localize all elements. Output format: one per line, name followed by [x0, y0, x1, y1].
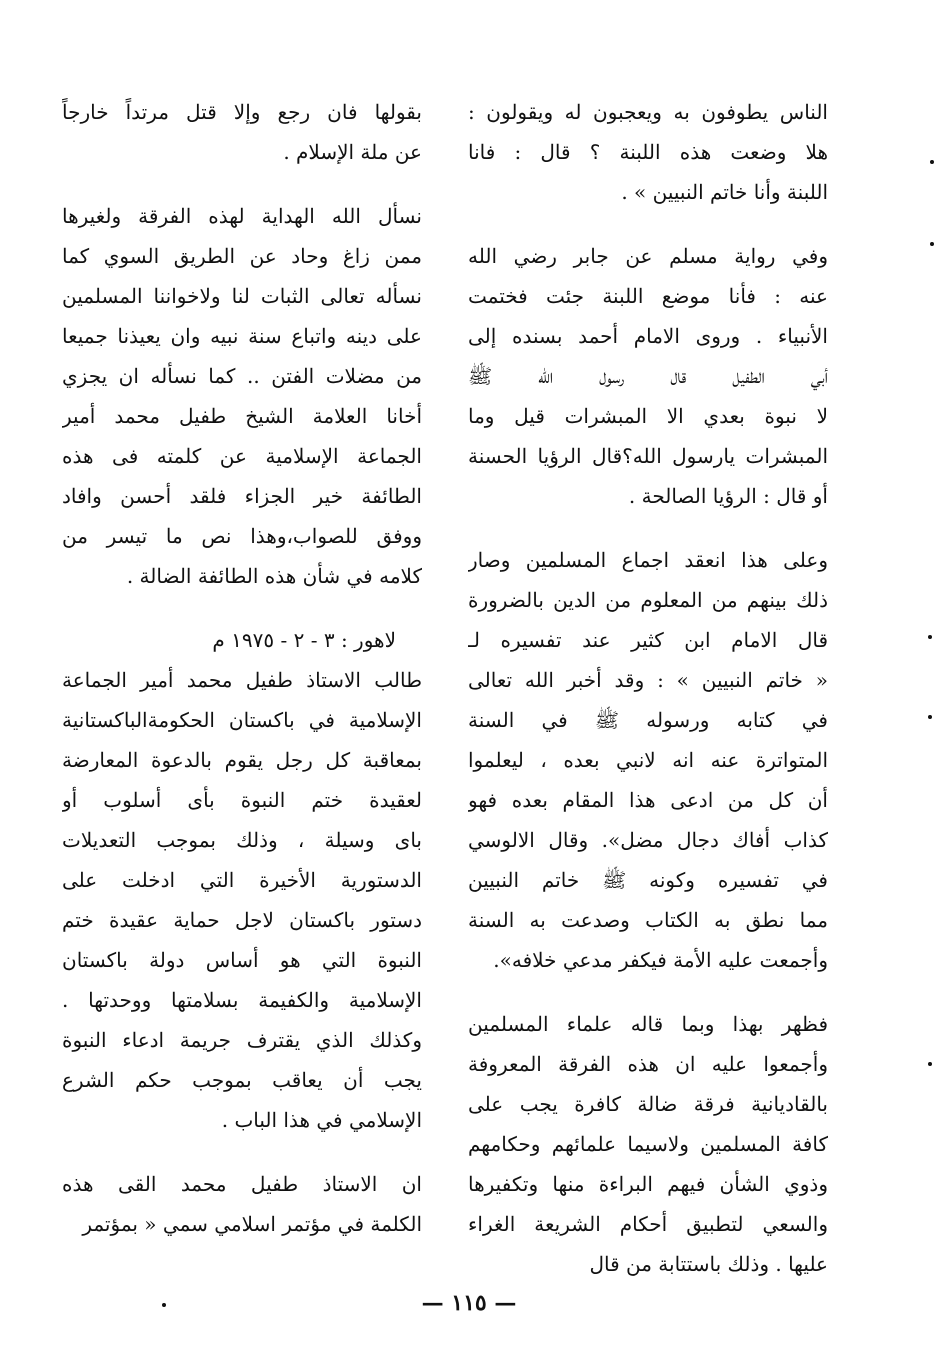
text-line: ذلك بينهم من المعلوم من الدين بالضرورة: [468, 588, 828, 612]
text-line: في تفسيره وكونه ﷺ خاتم النبيين: [468, 868, 828, 892]
text-line: يجب أن يعاقب بموجب حكم الشرع: [62, 1068, 422, 1092]
text-line: في كتابه ورسوله ﷺ في السنة: [468, 708, 828, 732]
margin-mark: [930, 242, 934, 246]
text-line: الكلمة في مؤتمر اسلامي سمي « بمؤتمر: [82, 1212, 422, 1236]
text-line: عنه : فأنا موضع اللبنة جئت فختمت: [468, 284, 828, 308]
right-column: [468, 92, 828, 1284]
dateline: لاهور : ٣ - ٢ - ١٩٧٥ م: [212, 628, 396, 652]
margin-mark: [928, 635, 932, 639]
text-line: الطائفة خير الجزاء فلقد أحسن وافاد: [62, 484, 422, 508]
text-line: والسعي لتطبيق أحكام الشريعة الغراء: [468, 1212, 828, 1236]
text-line: « خاتم النبيين » : وقد أخبر الله تعالى: [468, 668, 828, 692]
text-line: الإسلامية في باكستان الحكومةالباكستانية: [62, 708, 422, 732]
text-line: قال الامام ابن كثير عند تفسيره لـ: [468, 628, 828, 652]
text-line: المبشرات يارسول الله؟قال الرؤيا الحسنة: [468, 444, 828, 468]
text-line: وفي رواية مسلم عن جابر رضي الله: [468, 244, 828, 268]
paragraph-gap: [62, 596, 422, 620]
text-line: ان الاستاذ طفيل محمد القى هذه: [62, 1172, 422, 1196]
text-line: كلامه في شأن هذه الطائفة الضالة .: [126, 564, 422, 588]
text-line: كافة المسلمين ولاسيما علمائهم وحكامهم: [468, 1132, 828, 1156]
paragraph-gap: [468, 516, 828, 540]
text-line: بقولها فان رجع وإلا قتل مرتداً خارجاً: [62, 100, 422, 124]
text-line: النبوة التي هو أساس دولة باكستان: [62, 948, 422, 972]
text-line: لا نبوة بعدي الا المبشرات قيل وما: [468, 404, 828, 428]
text-line: عليها . وذلك باستتابة من قال: [589, 1252, 828, 1276]
paragraph-gap: [468, 980, 828, 1004]
text-line: وأجمعوا عليه ان هذه الفرقة المعروفة: [468, 1052, 828, 1076]
text-line: أخانا العلامة الشيخ طفيل محمد أمير: [62, 404, 422, 428]
text-line: وكذلك الذي يقترف جريمة ادعاء النبوة: [62, 1028, 422, 1052]
text-line: هلا وضعت هذه اللبنة ؟ قال : فانا: [468, 140, 828, 164]
margin-mark: [162, 1303, 166, 1307]
text-line: الإسلامية والكفيمة بسلامتها ووحدتها .: [62, 988, 422, 1012]
text-line: وذوي الشأن فيهم البراءة منها وتكفيرها: [468, 1172, 828, 1196]
paragraph-gap: [62, 1140, 422, 1164]
text-line: بالقاديانية فرقة ضالة كافرة يجب على: [468, 1092, 828, 1116]
margin-mark: [928, 715, 932, 719]
text-line: نسأل الله الهداية لهذه الفرقة ولغيرها: [62, 204, 422, 228]
text-line: ممن زاغ وحاد عن الطريق السوي كما: [62, 244, 422, 268]
text-line: ووفق للصواب،وهذا نص ما تيسر من: [62, 524, 422, 548]
text-line: اللبنة وأنا خاتم النبيين » .: [621, 180, 828, 204]
text-line: دستور باكستان لاجل حماية عقيدة ختم: [62, 908, 422, 932]
text-line: بمعاقبة كل رجل يقوم بالدعوة المعارضة: [62, 748, 422, 772]
text-line: الأنبياء . وروى الامام أحمد بسنده إلى: [468, 324, 828, 348]
text-line: من مضلات الفتن .. كما نسأله ان يجزي: [62, 364, 422, 388]
text-line: الجماعة الإسلامية عن كلمته فى هذه: [62, 444, 422, 468]
paragraph-gap: [468, 212, 828, 236]
text-line: الإسلامي في هذا الباب .: [221, 1108, 422, 1132]
text-line: وعلى هذا انعقد اجماع المسلمين وصار: [468, 548, 828, 572]
left-column: [62, 92, 422, 1244]
text-line: لعقيدة ختم النبوة بأى أسلوب أو: [62, 788, 422, 812]
text-line: أبي الطفيل قال رسول الله ﷺ: [468, 364, 828, 388]
page-number: — ١١٥ —: [421, 1290, 517, 1316]
text-line: الناس يطوفون به ويعجبون له ويقولون :: [468, 100, 828, 124]
margin-mark: [930, 160, 934, 164]
text-line: طالب الاستاذ طفيل محمد أمير الجماعة: [62, 668, 422, 692]
text-line: مما نطق به الكتاب وصدعت به السنة: [468, 908, 828, 932]
text-line: وأجمعت عليه الأمة فيكفر مدعي خلافه».: [493, 948, 828, 972]
text-line: الدستورية الأخيرة التي ادخلت على: [62, 868, 422, 892]
text-line: باى وسيلة ، وذلك بموجب التعديلات: [62, 828, 422, 852]
margin-mark: [928, 1062, 932, 1066]
text-line: عن ملة الإسلام .: [283, 140, 422, 164]
text-line: كذاب أفاك دجال مضل». وقال الالوسي: [468, 828, 828, 852]
text-line: أن كل من ادعى هذا المقام بعده فهو: [468, 788, 828, 812]
text-line: أو قال : الرؤيا الصالحة .: [628, 484, 828, 508]
paragraph-gap: [62, 172, 422, 196]
text-line: نسأله تعالى الثبات لنا ولاخواننا المسلمين: [62, 284, 422, 308]
text-line: على دينه واتباع سنة نبيه وان يعيذنا جميعا: [62, 324, 422, 348]
text-line: فظهر بهذا وبما قاله علماء المسلمين: [468, 1012, 828, 1036]
text-line: المتواترة عنه انه لانبي بعده ، ليعلموا: [468, 748, 828, 772]
